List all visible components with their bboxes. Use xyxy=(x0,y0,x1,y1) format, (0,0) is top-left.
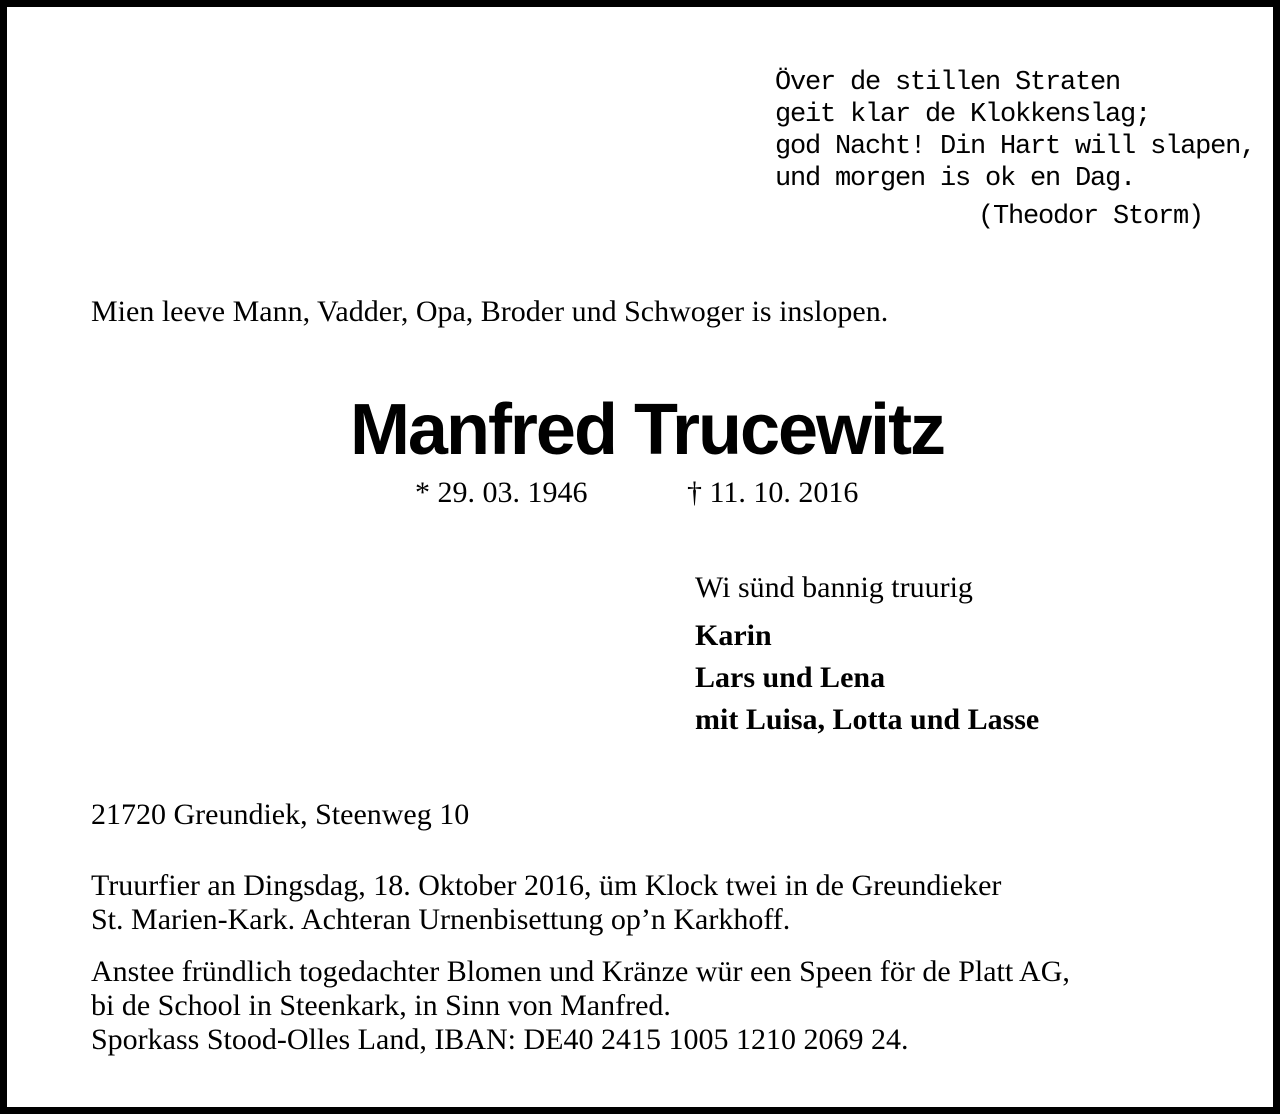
death-date: † 11. 10. 2016 xyxy=(687,476,859,509)
poem-line: god Nacht! Din Hart will slapen, xyxy=(775,132,1256,162)
donation-line: Anstee fründlich togedachter Blomen und Kränze wür een Speen för de Platt AG, xyxy=(91,955,1070,988)
donation-line: bi de School in Steenkark, in Sinn von Manfred. xyxy=(91,989,671,1022)
poem-line: und morgen is ok en Dag. xyxy=(775,164,1136,194)
donation-line: Sporkass Stood-Olles Land, IBAN: DE40 2415 1005 1210 2069 24. xyxy=(91,1023,909,1056)
intro-text: Mien leeve Mann, Vadder, Opa, Broder und Schwoger is inslopen. xyxy=(91,295,889,328)
donation-info xyxy=(91,955,1070,1057)
deceased-name: Manfred Trucewitz xyxy=(349,390,945,470)
mourner-name: Lars und Lena xyxy=(695,661,886,694)
mourner-name: Karin xyxy=(695,619,772,652)
poem-block xyxy=(775,67,1256,233)
poem-line: Över de stillen Straten xyxy=(775,68,1121,98)
mourners-block xyxy=(695,567,1039,741)
poem-line: geit klar de Klokkenslag; xyxy=(775,100,1151,130)
funeral-info xyxy=(91,869,1001,937)
funeral-line: St. Marien-Kark. Achteran Urnenbisettung op’n Karkhoff. xyxy=(91,903,791,936)
funeral-line: Truurfier an Dingsdag, 18. Oktober 2016, üm Klock twei in de Greundieker xyxy=(91,869,1002,902)
birth-date: * 29. 03. 1946 xyxy=(415,476,588,509)
mourners-headline: Wi sünd bannig truurig xyxy=(695,571,973,604)
family-address: 21720 Greundiek, Steenweg 10 xyxy=(91,798,470,831)
mourner-name: mit Luisa, Lotta und Lasse xyxy=(695,703,1040,736)
poem-author: (Theodor Storm) xyxy=(977,202,1203,232)
